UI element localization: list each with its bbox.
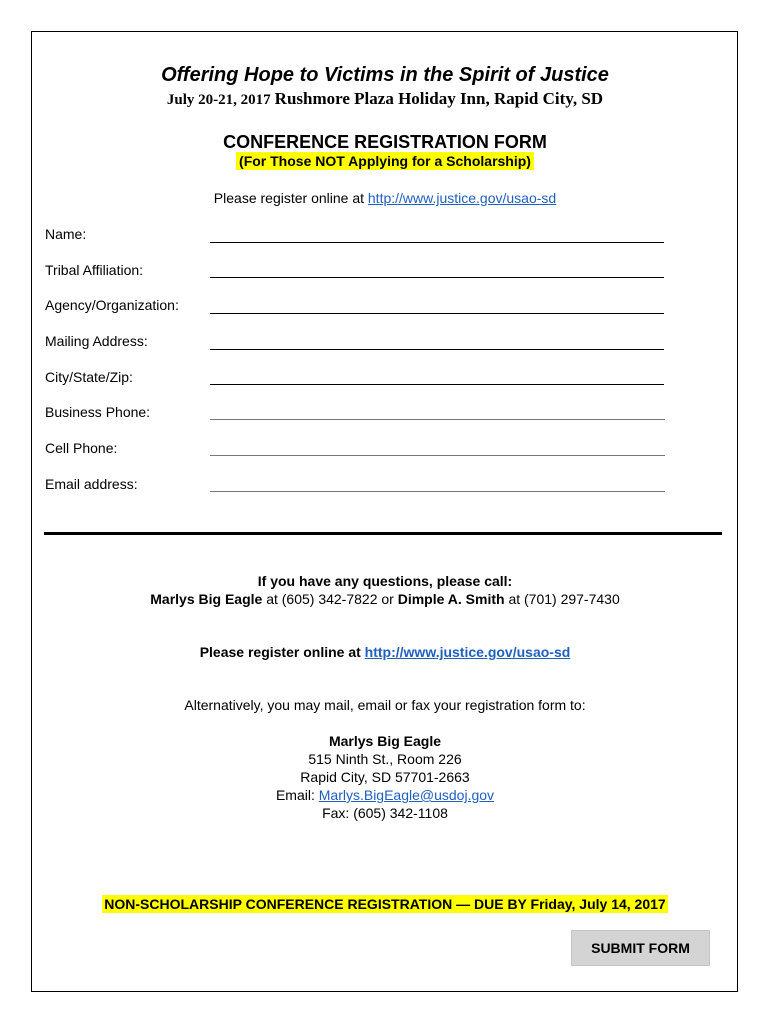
register-online-bottom-text: Please register online at: [199, 644, 361, 660]
contact-phone-1: at (605) 342-7822 or: [266, 591, 394, 607]
contact-phone-2: at (701) 297-7430: [508, 591, 620, 607]
form-title: CONFERENCE REGISTRATION FORM: [223, 132, 547, 152]
cell-phone-label: Cell Phone:: [45, 440, 118, 456]
tribal-affiliation-field[interactable]: [210, 277, 664, 278]
city-state-zip-label: City/State/Zip:: [45, 369, 133, 385]
mail-email-line: [0, 787, 770, 803]
form-subtitle: (For Those NOT Applying for a Scholarship): [236, 152, 534, 170]
conference-title: Offering Hope to Victims in the Spirit of Justice: [161, 64, 609, 86]
mail-recipient-name: Marlys Big Eagle: [328, 733, 442, 749]
name-field[interactable]: [210, 242, 664, 243]
page-border: [31, 31, 738, 992]
email-address-field[interactable]: [210, 491, 665, 492]
submit-form-button[interactable]: SUBMIT FORM: [571, 930, 710, 966]
form-subtitle-wrap: [0, 153, 770, 171]
mail-street: 515 Ninth St., Room 226: [308, 751, 462, 767]
contact-person-1: Marlys Big Eagle: [150, 591, 263, 607]
mail-email-prefix: Email:: [275, 787, 315, 803]
register-online-link[interactable]: http://www.justice.gov/usao-sd: [367, 190, 557, 206]
due-date-notice-wrap: [0, 896, 770, 914]
email-address-label: Email address:: [45, 476, 138, 492]
mail-email-link[interactable]: Marlys.BigEagle@usdoj.gov: [318, 787, 495, 803]
name-label: Name:: [45, 226, 87, 242]
questions-heading: If you have any questions, please call:: [257, 573, 513, 589]
conference-dateline: [0, 89, 770, 109]
mail-city: Rapid City, SD 57701-2663: [300, 769, 470, 785]
business-phone-label: Business Phone:: [45, 404, 151, 420]
register-online-bottom-link[interactable]: http://www.justice.gov/usao-sd: [364, 644, 571, 660]
agency-organization-label: Agency/Organization:: [45, 297, 179, 313]
cell-phone-field[interactable]: [210, 455, 665, 456]
agency-organization-field[interactable]: [210, 313, 664, 314]
conference-venue: Rushmore Plaza Holiday Inn, Rapid City, SD: [274, 89, 604, 108]
city-state-zip-field[interactable]: [210, 384, 664, 385]
register-online-text: Please register online at: [213, 190, 364, 206]
alternative-instructions: Alternatively, you may mail, email or fax your registration form to:: [184, 697, 586, 713]
conference-date: July 20-21, 2017: [166, 92, 271, 108]
mailing-address-field[interactable]: [210, 349, 664, 350]
business-phone-field[interactable]: [210, 419, 665, 420]
register-online-bottom: [0, 644, 770, 660]
due-date-notice: NON-SCHOLARSHIP CONFERENCE REGISTRATION — DUE BY Friday, July 14, 2017: [104, 896, 666, 912]
mailing-address-label: Mailing Address:: [45, 333, 148, 349]
register-online-top: [0, 190, 770, 206]
mail-fax: Fax: (605) 342-1108: [322, 805, 448, 821]
contact-person-2: Dimple A. Smith: [397, 591, 505, 607]
tribal-affiliation-label: Tribal Affiliation:: [45, 262, 144, 278]
contact-phones: [0, 591, 770, 607]
section-divider: [44, 532, 722, 535]
